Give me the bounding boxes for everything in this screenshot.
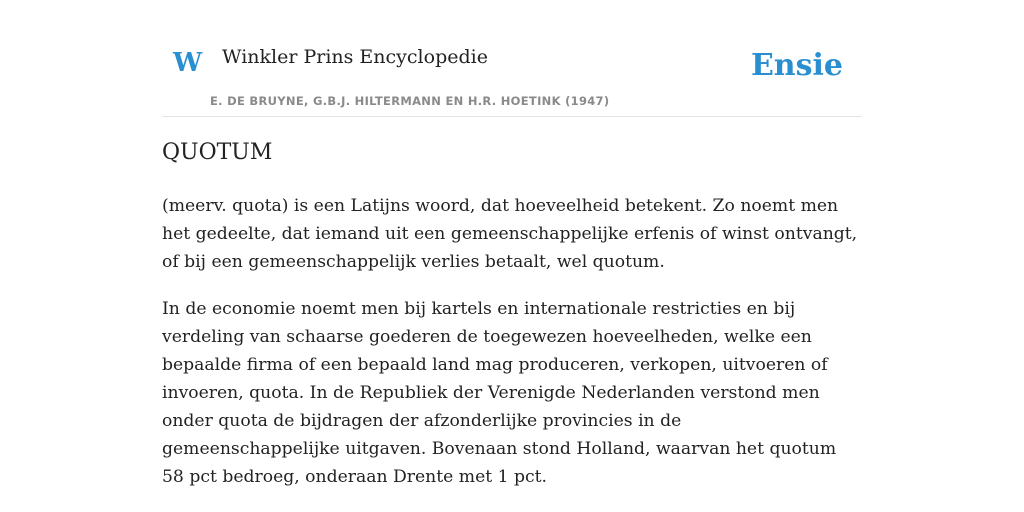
article-body	[162, 192, 862, 510]
header	[162, 0, 862, 117]
winkler-prins-logo[interactable]: W	[173, 48, 203, 78]
paragraph: (meerv. quota) is een Latijns woord, dat hoeveelheid betekent. Zo noemt men het gedeelte, dat iemand uit een gemeenschappelijke erfenis of winst ontvangt, of bij een gemeenschappelijk verlies betaalt, wel quotum.	[162, 196, 858, 272]
ensie-logo[interactable]: Ensie	[750, 48, 843, 83]
encyclopedia-title[interactable]: Winkler Prins Encyclopedie	[222, 46, 488, 68]
article-title: QUOTUM	[162, 140, 273, 165]
paragraph: In de economie noemt men bij kartels en internationale restricties en bij verdeling van schaarse goederen de toegewezen hoeveelheden, welke een bepaalde firma of een bepaald land mag produceren, verkopen, uitvoeren of invoeren, quota. In de Republiek der Verenigde Nederlanden verstond men onder quota de bijdragen der afzonderlijke provincies in de gemeenschappelijke uitgaven. Bovenaan stond Holland, waarvan het quotum 58 pct bedroeg, onderaan Drente met 1 pct.	[162, 299, 837, 487]
authors-credit: E. DE BRUYNE, G.B.J. HILTERMANN EN H.R. HOETINK (1947)	[210, 94, 610, 108]
